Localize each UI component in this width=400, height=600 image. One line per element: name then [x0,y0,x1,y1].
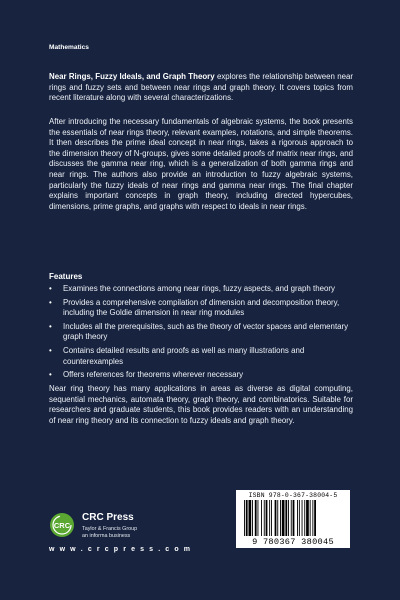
feature-item: • Examines the connections among near rings, fuzzy aspects, and graph theory [49,284,349,295]
isbn-text: ISBN 978-0-367-38004-5 [248,492,338,499]
barcode-bar [302,500,303,536]
category-label: Mathematics [49,44,89,51]
publisher-name: CRC Press [82,512,134,523]
barcode-bars [242,500,344,536]
intro-text: explores the relationship between near rings and fuzzy sets and between near rings and graph theory. It covers topics from recent literature along with several characterizations. [49,72,353,103]
publisher-url: w w w . c r c p r e s s . c o m [49,546,192,553]
barcode-bar [261,500,262,536]
publisher-group [82,526,137,539]
feature-item: • Provides a comprehensive compilation of dimension and decomposition theory, including the Goldie dimension in near ring modules [49,298,349,319]
barcode-digits: 9 780367 380045 [252,537,334,547]
barcode-bar [249,500,252,536]
barcode-bar [297,500,298,536]
barcode-bar [255,500,257,536]
publisher-group-name: Taylor & Francis Group [82,526,138,532]
barcode-bar [304,500,305,536]
book-title: Near Rings, Fuzzy Ideals, and Graph Theory [49,72,215,81]
barcode-bar [306,500,309,536]
crc-logo-text: CRC [53,521,71,530]
feature-item: • Offers references for theorems wherever necessary [49,370,349,381]
crc-press-logo [49,512,75,538]
barcode-bar [275,500,277,536]
barcode-bar [293,500,295,536]
barcode-bar [288,500,289,536]
description-paragraph: After introducing the necessary fundamentals of algebraic systems, the book presents the essentials of near rings theory, relevant examples, notations, and simple theorems. It then describes the prime ideal concept in near rings, takes a rigorous approach to the dimension theory of N-groups, gives some detailed proofs of matrix near rings, and discusses the gamma near ring, which is a generalization of both gamma rings and near rings. The authors also provide an introduction to fuzzy algebraic systems, particularly the fuzzy ideals of near rings and gamma near rings. The final chapter explains important concepts in graph theory, including directed hypercubes, dimensions, prime graphs, and graphs with respect to ideals in near rings. [49,117,353,211]
barcode-bar [266,500,268,536]
barcode-bar [258,500,259,536]
barcode-bar [310,500,311,536]
barcode-bar [269,500,270,536]
features-heading: Features [49,272,83,281]
barcode-bar [277,500,278,536]
feature-item: • Includes all the prerequisites, such as the theory of vector spaces and elementary graph theory [49,322,349,343]
barcode-bar [291,500,292,536]
feature-item: • Contains detailed results and proofs as well as many illustrations and counterexamples [49,346,349,367]
barcode-bar [280,500,281,536]
barcode-bar [285,500,287,536]
barcode-bar [252,500,253,536]
barcode-bar [282,500,285,536]
applications-paragraph: Near ring theory has many applications in areas as diverse as digital computing, sequential mechanics, automata theory, graph theory, and combinatorics. Suitable for researchers and graduate students, this book provides readers with an understanding of near ring theory and its connection to fuzzy ideals and graph theory. [49,384,353,425]
barcode-bar [299,500,300,536]
barcode-bar [314,500,316,536]
barcode-bar [244,500,245,536]
isbn-barcode [236,490,350,548]
barcode-bar [312,500,313,536]
intro-paragraph [49,72,353,104]
barcode-bar [246,500,248,536]
barcode-bar [271,500,272,536]
barcode-bar [264,500,265,536]
publisher-business: an informa business [82,532,131,539]
features-list [49,284,349,384]
